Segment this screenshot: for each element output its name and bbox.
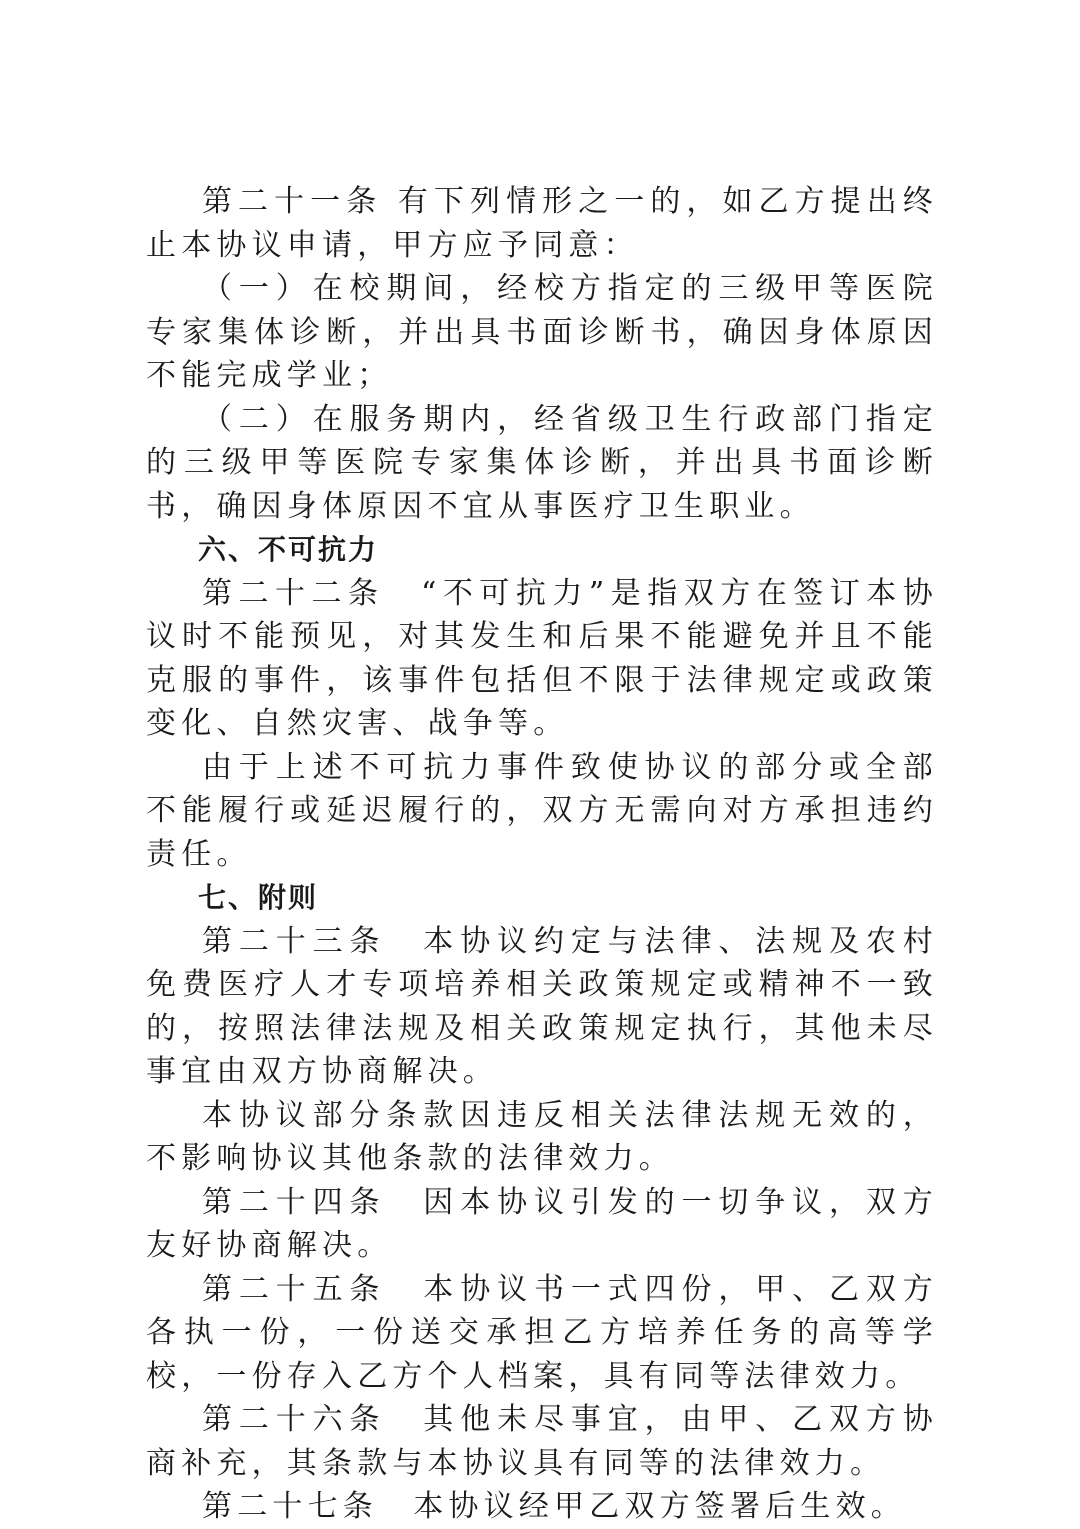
article-21-item-1: （一）在校期间，经校方指定的三级甲等医院专家集体诊断，并出具书面诊断书，确因身体原因不能完成学业； xyxy=(146,271,938,393)
section-heading-supplementary: 七、附则 xyxy=(198,881,319,914)
article-25-paragraph: 第二十五条 本协议书一式四份，甲、乙双方各执一份，一份送交承担乙方培养任务的高等学校，一份存入乙方个人档案，具有同等法律效力。 xyxy=(146,1271,938,1394)
article-21-paragraph: 第二十一条 有下列情形之一的，如乙方提出终止本协议申请，甲方应予同意： xyxy=(146,184,938,263)
article-24-paragraph: 第二十四条 因本协议引发的一切争议，双方友好协商解决。 xyxy=(146,1184,938,1263)
section-heading-force-majeure: 六、不可抗力 xyxy=(198,533,379,566)
article-22-paragraph: 第二十二条 “不可抗力”是指双方在签订本协议时不能预见，对其发生和后果不能避免并且不能克服的事件，该事件包括但不限于法律规定或政策变化、自然灾害、战争等。 xyxy=(146,575,938,741)
invalid-clause-paragraph: 本协议部分条款因违反相关法律法规无效的，不影响协议其他条款的法律效力。 xyxy=(146,1097,938,1176)
force-majeure-liability-paragraph: 由于上述不可抗力事件致使协议的部分或全部不能履行或延迟履行的，双方无需向对方承担违约责任。 xyxy=(146,749,938,872)
article-27-paragraph: 第二十七条 本协议经甲乙双方签署后生效。 xyxy=(202,1489,906,1524)
document-page xyxy=(146,180,938,1529)
article-21-item-2: （二）在服务期内，经省级卫生行政部门指定的三级甲等医院专家集体诊断，并出具书面诊断书，确因身体原因不宜从事医疗卫生职业。 xyxy=(146,401,938,524)
article-23-paragraph: 第二十三条 本协议约定与法律、法规及农村免费医疗人才专项培养相关政策规定或精神不一致的，按照法律法规及相关政策规定执行，其他未尽事宜由双方协商解决。 xyxy=(146,923,938,1089)
article-26-paragraph: 第二十六条 其他未尽事宜，由甲、乙双方协商补充，其条款与本协议具有同等的法律效力。 xyxy=(146,1402,938,1481)
